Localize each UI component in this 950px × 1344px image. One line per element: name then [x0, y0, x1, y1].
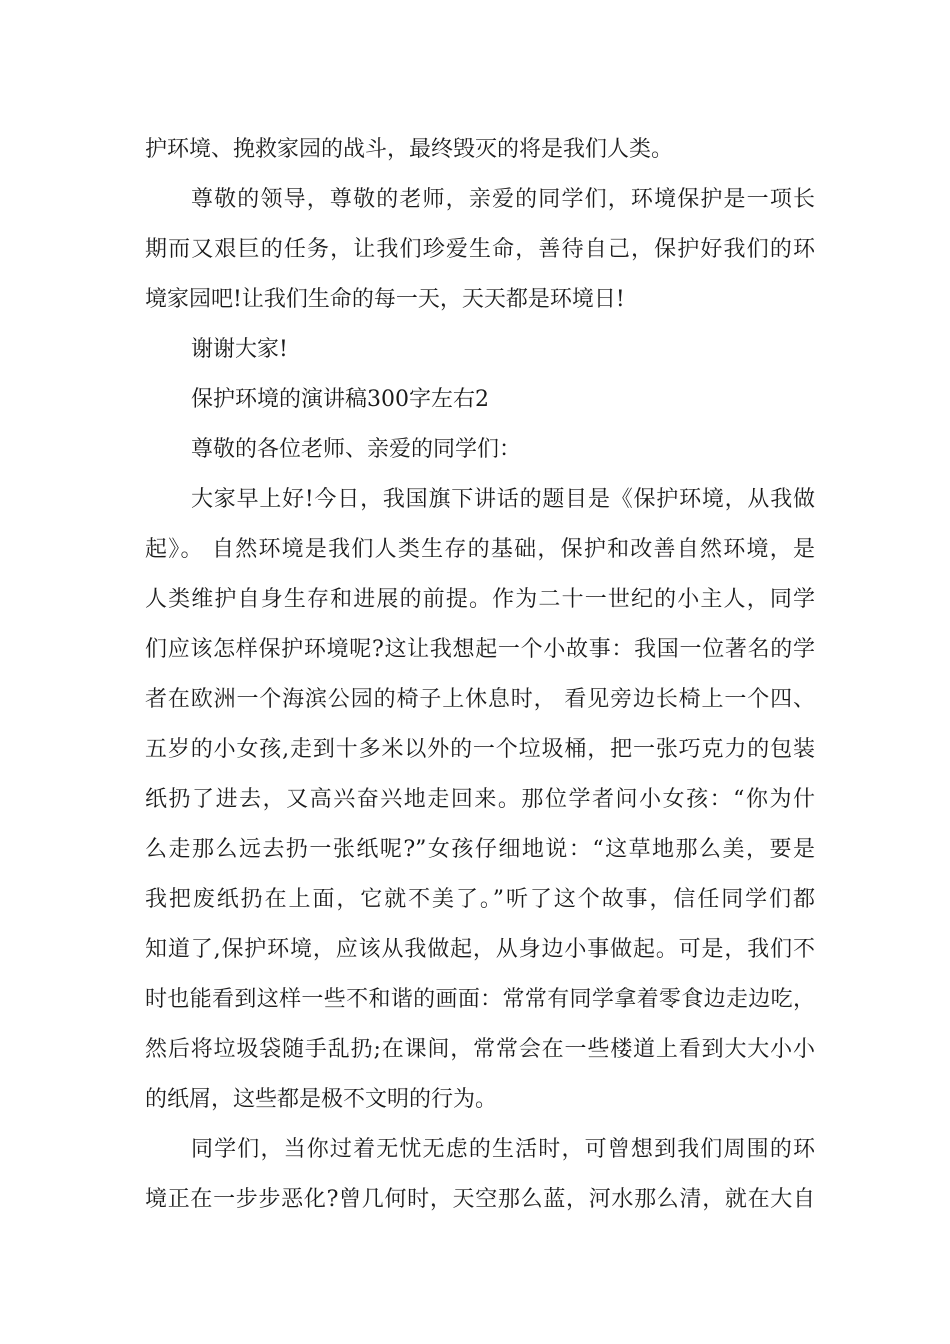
paragraph-line: 境家园吧!让我们生命的每一天，天天都是环境日!: [145, 287, 625, 312]
paragraph-line: 者在欧洲一个海滨公园的椅子上休息时， 看见旁边长椅上一个四、: [145, 687, 815, 712]
paragraph-line: 的纸屑，这些都是极不文明的行为。: [145, 1087, 498, 1112]
paragraph-line: 护环境、挽救家园的战斗，最终毁灭的将是我们人类。: [145, 137, 674, 162]
paragraph-line: 们应该怎样保护环境呢?这让我想起一个小故事：我国一位著名的学: [145, 637, 815, 662]
paragraph-line: 么走那么远去扔一张纸呢?”女孩仔细地说：“这草地那么美，要是: [145, 837, 815, 862]
paragraph-line: 人类维护自身生存和进展的前提。作为二十一世纪的小主人，同学: [145, 587, 815, 612]
paragraph-line: 我把废纸扔在上面，它就不美了。”听了这个故事，信任同学们都: [145, 887, 815, 912]
paragraph-line: 时也能看到这样一些不和谐的画面：常常有同学拿着零食边走边吃，: [145, 987, 815, 1012]
paragraph-line: 纸扔了进去，又高兴奋兴地走回来。那位学者问小女孩：“你为什: [145, 787, 815, 812]
section-heading: 保护环境的演讲稿300字左右2: [191, 387, 489, 412]
paragraph-line: 谢谢大家!: [191, 337, 288, 362]
paragraph-line: 期而又艰巨的任务，让我们珍爱生命，善待自己，保护好我们的环: [145, 237, 815, 262]
paragraph-line: 知道了,保护环境，应该从我做起，从身边小事做起。可是，我们不: [145, 937, 815, 962]
paragraph-line: 尊敬的领导，尊敬的老师，亲爱的同学们，环境保护是一项长: [191, 187, 815, 212]
salutation-line: 尊敬的各位老师、亲爱的同学们：: [191, 437, 522, 462]
paragraph-line: 同学们，当你过着无忧无虑的生活时，可曾想到我们周围的环: [191, 1137, 815, 1162]
paragraph-line: 起》。 自然环境是我们人类生存的基础，保护和改善自然环境，是: [145, 537, 815, 562]
paragraph-line: 境正在一步步恶化?曾几何时，天空那么蓝，河水那么清，就在大自: [145, 1187, 815, 1212]
paragraph-line: 五岁的小女孩,走到十多米以外的一个垃圾桶，把一张巧克力的包装: [145, 737, 815, 762]
paragraph-line: 然后将垃圾袋随手乱扔;在课间，常常会在一些楼道上看到大大小小: [145, 1037, 815, 1062]
paragraph-line: 大家早上好!今日，我国旗下讲话的题目是《保护环境，从我做: [191, 487, 815, 512]
